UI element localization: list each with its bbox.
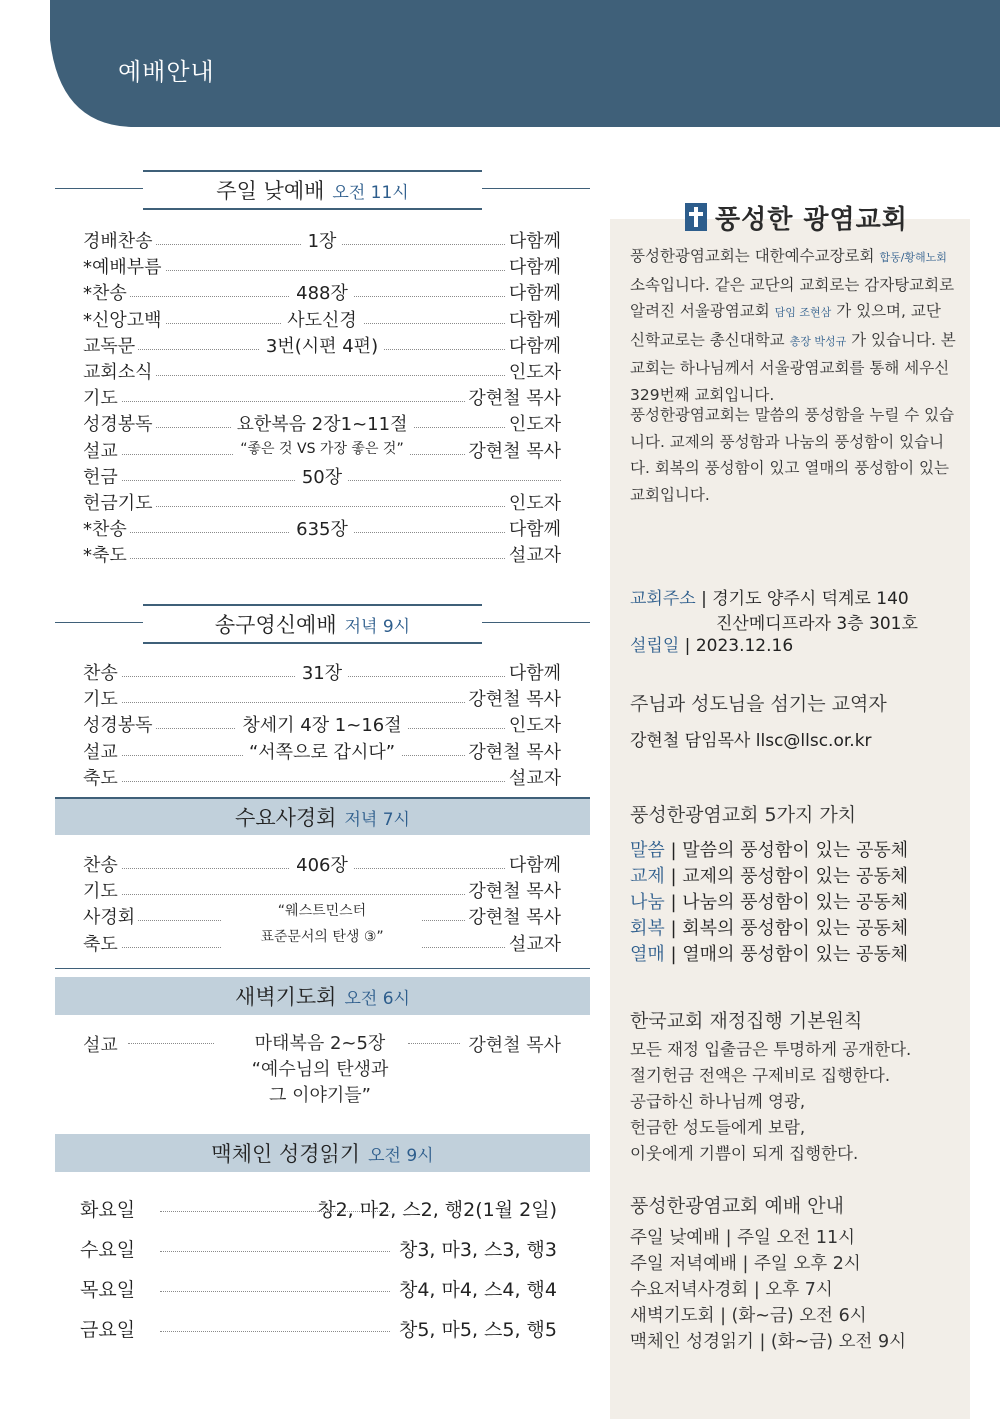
order-leader: 인도자 bbox=[506, 489, 561, 515]
order-row bbox=[83, 659, 561, 685]
order-row bbox=[83, 851, 561, 877]
order-detail bbox=[83, 738, 561, 764]
order-label: 성경봉독 bbox=[83, 410, 156, 436]
schedule-list bbox=[630, 1225, 906, 1355]
order-label: 사경회 bbox=[83, 903, 138, 929]
reading-day: 목요일 bbox=[80, 1279, 136, 1301]
order-label: 설교 bbox=[83, 437, 121, 463]
schedule-line: 수요저녁사경회 | 오후 7시 bbox=[630, 1280, 833, 1300]
value-text: | 교제의 풍성함이 있는 공동체 bbox=[664, 866, 909, 887]
sunday-section-title bbox=[143, 170, 482, 210]
order-detail bbox=[83, 515, 561, 541]
order-leader: 다함께 bbox=[506, 253, 561, 279]
sunday-time: 오전 11시 bbox=[332, 182, 409, 203]
order-row bbox=[83, 541, 561, 567]
wednesday-section-title bbox=[55, 797, 590, 835]
order-row bbox=[83, 764, 561, 790]
order-label: 축도 bbox=[83, 764, 121, 790]
order-detail-text: 50장 bbox=[296, 467, 348, 488]
schedule-line: 주일 낮예배 | 주일 오전 11시 bbox=[630, 1228, 856, 1248]
finance-line: 절기헌금 전액은 구제비로 집행한다. bbox=[630, 1066, 891, 1085]
order-label: 경배찬송 bbox=[83, 227, 156, 253]
address-line1: | 경기도 양주시 덕계로 140 bbox=[695, 589, 909, 609]
order-label: 교회소식 bbox=[83, 358, 156, 384]
dot-leader bbox=[128, 1043, 214, 1044]
mccheyne-title: 맥체인 성경읽기 bbox=[211, 1142, 361, 1166]
intro-text: 풍성한광염교회는 대한예수교장로회 bbox=[630, 247, 880, 265]
dawn-time: 오전 6시 bbox=[344, 988, 410, 1009]
order-label: 축도 bbox=[83, 930, 121, 956]
dawn-line3: 그 이야기들” bbox=[269, 1085, 371, 1106]
order-detail bbox=[83, 306, 561, 332]
church-logo bbox=[685, 197, 908, 237]
intro-text: 가 있으며, 교단 신학교로는 총신대학교 bbox=[630, 302, 941, 349]
president-tag: 총장 박성규 bbox=[789, 334, 847, 348]
order-label: 성경봉독 bbox=[83, 711, 156, 737]
value-key: 열매 bbox=[630, 944, 665, 965]
order-label: *찬송 bbox=[83, 279, 130, 305]
finance-line: 이웃에게 기쁨이 되게 집행한다. bbox=[630, 1144, 859, 1163]
order-row bbox=[83, 306, 561, 332]
finance-line: 공급하신 하나님께 영광, bbox=[630, 1092, 806, 1111]
mccheyne-time: 오전 9시 bbox=[368, 1145, 434, 1166]
finance-line: 모든 재정 입출금은 투명하게 공개한다. bbox=[630, 1040, 912, 1059]
order-label: *신앙고백 bbox=[83, 306, 165, 332]
order-row bbox=[83, 227, 561, 253]
reading-day: 금요일 bbox=[80, 1319, 136, 1341]
reading-passages: 창2, 마2, 스2, 행2(1월 2일) bbox=[317, 1199, 557, 1221]
section-rule bbox=[482, 188, 590, 189]
denomination-tag: 합동/황해노회 bbox=[879, 251, 947, 264]
order-detail bbox=[83, 410, 561, 436]
value-key: 교제 bbox=[630, 866, 665, 887]
value-item bbox=[630, 836, 908, 862]
order-detail-text: 488장 bbox=[290, 283, 354, 304]
order-detail-text: 1장 bbox=[302, 231, 343, 252]
value-item bbox=[630, 862, 908, 888]
value-item bbox=[630, 888, 908, 914]
order-leader: 강현철 목사 bbox=[465, 685, 561, 711]
section-rule bbox=[55, 188, 143, 189]
church-logo-text: 풍성한 광염교회 bbox=[715, 204, 908, 235]
finance-heading: 한국교회 재정집행 기본원칙 bbox=[630, 1010, 863, 1032]
reading-passages: 창3, 마3, 스3, 행3 bbox=[398, 1239, 557, 1261]
order-detail-text: 635장 bbox=[290, 519, 354, 540]
reading-passages: 창5, 마5, 스5, 행5 bbox=[398, 1319, 557, 1341]
value-text: | 열매의 풍성함이 있는 공동체 bbox=[664, 944, 909, 965]
order-detail-text: “좋은 것 VS 가장 좋은 것” bbox=[234, 441, 409, 457]
mccheyne-section-title bbox=[55, 1134, 590, 1172]
order-row bbox=[83, 384, 561, 410]
address-line2: 진산메디프라자 3층 301호 bbox=[716, 614, 918, 634]
intro-text: 소속입니다. 같은 교단의 교회로는 감자탕교회로 알려진 서울광염교회 bbox=[630, 275, 955, 320]
order-row bbox=[83, 410, 561, 436]
value-key: 나눔 bbox=[630, 892, 665, 913]
reading-passages: 창4, 마4, 스4, 행4 bbox=[398, 1279, 557, 1301]
intro-text: 가 있습니다. 본 교회는 하나님께서 서울광염교회를 통해 세우신 329번째 교회입니다. bbox=[630, 330, 956, 404]
address-label: 교회주소 bbox=[630, 589, 696, 609]
dawn-title: 새벽기도회 bbox=[235, 985, 337, 1009]
order-leader: 다함께 bbox=[506, 659, 561, 685]
reading-row bbox=[80, 1275, 557, 1303]
founded-value: | 2023.12.16 bbox=[679, 636, 794, 656]
reading-day: 화요일 bbox=[80, 1199, 136, 1221]
order-label: 헌금 bbox=[83, 463, 121, 489]
order-detail bbox=[83, 659, 561, 685]
schedule-line: 주일 저녁예배 | 주일 오후 2시 bbox=[630, 1254, 861, 1274]
order-row bbox=[83, 489, 561, 515]
dawn-label: 설교 bbox=[83, 1035, 118, 1056]
order-row bbox=[83, 332, 561, 358]
order-leader: 인도자 bbox=[506, 410, 561, 436]
dot-leader bbox=[83, 558, 561, 559]
order-leader: 설교자 bbox=[506, 541, 561, 567]
order-detail-text: 406장 bbox=[290, 855, 354, 876]
order-row bbox=[83, 437, 561, 463]
dot-leader bbox=[160, 1251, 390, 1252]
order-row bbox=[83, 463, 561, 489]
order-detail-text: 요한복음 2장1~11절 bbox=[231, 414, 414, 435]
cross-icon bbox=[685, 203, 707, 231]
value-item bbox=[630, 914, 908, 940]
order-detail bbox=[83, 711, 561, 737]
founded-label: 설립일 bbox=[630, 636, 680, 656]
order-label: 교독문 bbox=[83, 332, 138, 358]
order-label: 찬송 bbox=[83, 851, 121, 877]
order-label: 기도 bbox=[83, 877, 121, 903]
order-detail-text: 사도신경 bbox=[281, 310, 363, 331]
reading-day: 수요일 bbox=[80, 1239, 136, 1261]
church-intro bbox=[630, 243, 958, 408]
dawn-line2: “예수님의 탄생과 bbox=[251, 1059, 389, 1080]
order-leader: 설교자 bbox=[506, 764, 561, 790]
wednesday-title: 수요사경회 bbox=[235, 806, 337, 830]
order-leader: 강현철 목사 bbox=[465, 384, 561, 410]
order-label: 헌금기도 bbox=[83, 489, 156, 515]
value-text: | 회복의 풍성함이 있는 공동체 bbox=[664, 918, 909, 939]
order-detail bbox=[83, 463, 561, 489]
dawn-section-title bbox=[55, 977, 590, 1015]
section-rule bbox=[482, 622, 590, 623]
sunday-title: 주일 낮예배 bbox=[216, 179, 325, 203]
church-intro-2: 풍성한광염교회는 말씀의 풍성함을 누릴 수 있습니다. 교제의 풍성함과 나눔의 풍성함이 있습니다. 회복의 풍성함이 있고 열매의 풍성함이 있는 교회입니다. bbox=[630, 406, 955, 504]
order-label: 기도 bbox=[83, 384, 121, 410]
order-leader: 강현철 목사 bbox=[465, 877, 561, 903]
order-detail-text: 31장 bbox=[296, 663, 348, 684]
values-heading: 풍성한광염교회 5가지 가치 bbox=[630, 804, 857, 826]
order-leader: 다함께 bbox=[506, 279, 561, 305]
section-rule bbox=[55, 622, 143, 623]
value-text: | 나눔의 풍성함이 있는 공동체 bbox=[664, 892, 909, 913]
evening-section-title bbox=[143, 604, 482, 644]
order-label: 기도 bbox=[83, 685, 121, 711]
order-detail-text: 3번(시편 4편) bbox=[260, 336, 384, 357]
wednesday-topic bbox=[222, 898, 422, 950]
finance-line: 헌금한 성도들에게 보람, bbox=[630, 1118, 806, 1137]
order-row bbox=[83, 711, 561, 737]
reading-row bbox=[80, 1315, 557, 1343]
order-detail-text: “서쪽으로 갑시다” bbox=[243, 742, 401, 763]
dot-leader bbox=[83, 781, 561, 782]
dot-leader bbox=[160, 1331, 390, 1332]
founded-date bbox=[630, 631, 793, 656]
pastor-tag: 담임 조현삼 bbox=[774, 306, 832, 319]
section-rule bbox=[55, 968, 590, 969]
order-label: 찬송 bbox=[83, 659, 121, 685]
order-label: *축도 bbox=[83, 541, 130, 567]
schedule-line: 새벽기도회 | (화~금) 오전 6시 bbox=[630, 1306, 867, 1326]
order-leader: 다함께 bbox=[506, 332, 561, 358]
order-leader: 다함께 bbox=[506, 227, 561, 253]
minister-contact: 강현철 담임목사 llsc@llsc.or.kr bbox=[630, 731, 872, 751]
dot-leader bbox=[160, 1291, 390, 1292]
value-key: 말씀 bbox=[630, 840, 665, 861]
order-detail bbox=[83, 279, 561, 305]
order-label: *찬송 bbox=[83, 515, 130, 541]
order-leader: 인도자 bbox=[506, 358, 561, 384]
wednesday-time: 저녁 7시 bbox=[344, 809, 410, 830]
value-text: | 말씀의 풍성함이 있는 공동체 bbox=[664, 840, 909, 861]
order-detail bbox=[83, 437, 561, 458]
order-leader: 강현철 목사 bbox=[465, 738, 561, 764]
evening-title: 송구영신예배 bbox=[214, 613, 337, 637]
order-leader: 다함께 bbox=[506, 306, 561, 332]
dawn-preacher: 강현철 목사 bbox=[468, 1035, 561, 1056]
wednesday-topic-line1: “웨스트민스터 bbox=[277, 903, 367, 919]
wednesday-topic-line2: 표준문서의 탄생 ③” bbox=[260, 929, 384, 945]
order-label: 설교 bbox=[83, 738, 121, 764]
reading-row bbox=[80, 1195, 557, 1223]
order-leader: 인도자 bbox=[506, 711, 561, 737]
order-detail-text: 창세기 4장 1~16절 bbox=[236, 715, 407, 736]
ministers-heading: 주님과 성도님을 섬기는 교역자 bbox=[630, 693, 887, 715]
finance-list bbox=[630, 1037, 911, 1167]
schedule-line: 맥체인 성경읽기 | (화~금) 오전 9시 bbox=[630, 1332, 907, 1352]
order-detail bbox=[83, 851, 561, 877]
order-row bbox=[83, 685, 561, 711]
order-leader: 강현철 목사 bbox=[465, 437, 561, 463]
value-item bbox=[630, 940, 908, 966]
evening-time: 저녁 9시 bbox=[344, 616, 411, 637]
order-leader: 다함께 bbox=[506, 515, 561, 541]
page-title: 예배안내 bbox=[118, 58, 215, 86]
order-detail bbox=[83, 227, 561, 253]
order-label: *예배부름 bbox=[83, 253, 165, 279]
sidebar bbox=[610, 204, 970, 1419]
order-row bbox=[83, 515, 561, 541]
schedule-heading: 풍성한광염교회 예배 안내 bbox=[630, 1195, 844, 1217]
value-key: 회복 bbox=[630, 918, 665, 939]
dawn-sermon bbox=[220, 1031, 420, 1109]
order-leader: 설교자 bbox=[506, 930, 561, 956]
dawn-line1: 마태복음 2~5장 bbox=[254, 1033, 386, 1054]
order-detail bbox=[83, 332, 561, 358]
order-row bbox=[83, 358, 561, 384]
order-row bbox=[83, 738, 561, 764]
reading-row bbox=[80, 1235, 557, 1263]
church-address bbox=[630, 584, 909, 609]
order-row bbox=[83, 279, 561, 305]
order-leader: 다함께 bbox=[506, 851, 561, 877]
order-leader: 강현철 목사 bbox=[465, 903, 561, 929]
order-row bbox=[83, 253, 561, 279]
